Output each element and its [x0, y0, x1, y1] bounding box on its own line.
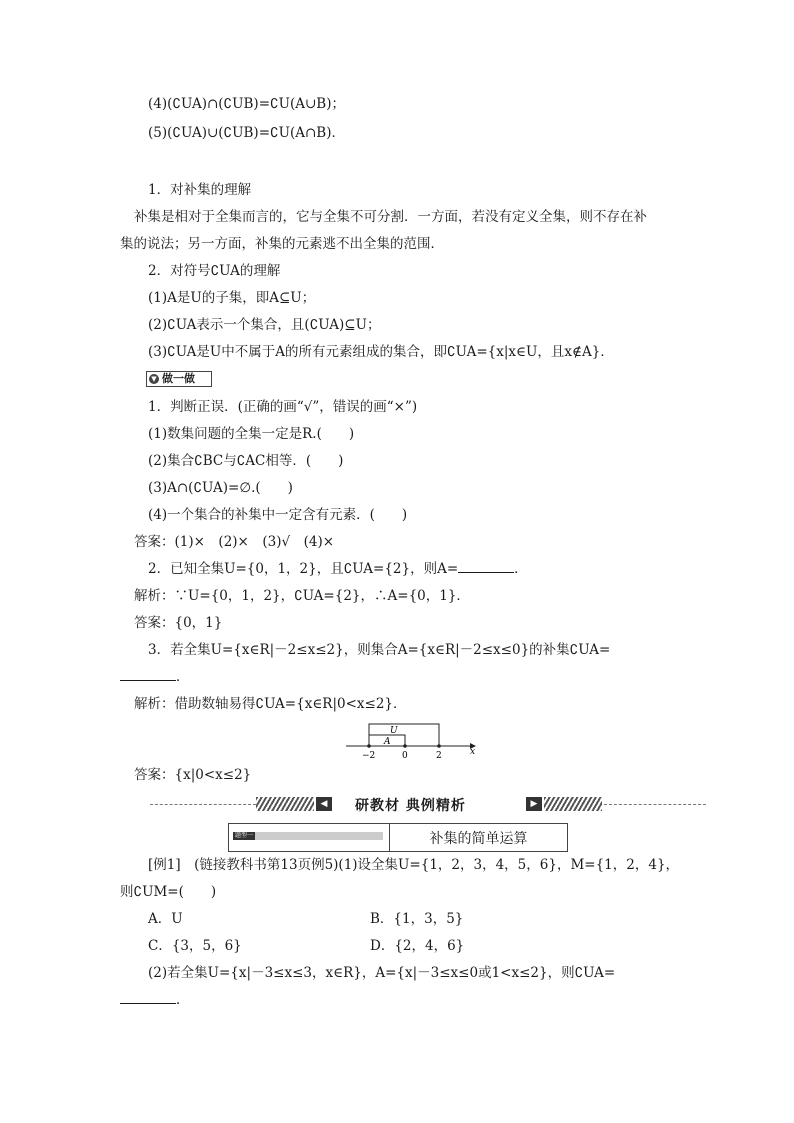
list-item: (3)∁UA是U中不属于A的所有元素组成的集合，即∁UA={x|x∈U，且x∉A}． — [148, 344, 614, 360]
answer-1: 答案：(1)× (2)× (3)√ (4)× — [134, 534, 335, 550]
right-arrow-icon: ▶ — [526, 797, 542, 811]
sub-question: (1)数集问题的全集一定是R.( ) — [148, 426, 355, 442]
divider — [604, 804, 706, 805]
label-A: A — [384, 737, 391, 747]
paragraph-line: 补集是相对于全集而言的，它与全集不可分割．一方面，若没有定义全集，则不存在补 — [134, 209, 647, 225]
answer-blank — [458, 560, 514, 573]
option-c: C．{3，5，6} — [148, 938, 242, 954]
topic-title: 补集的简单运算 — [429, 831, 528, 847]
option-a: A．U — [148, 911, 183, 927]
question-3-blank-line: ． — [120, 668, 190, 686]
section-banner — [150, 796, 706, 812]
identity-5: (5)(∁UA)∪(∁UB)=∁U(A∩B)． — [148, 125, 345, 141]
example-1-blank-line: ． — [120, 991, 190, 1009]
solution-3: 解析：借助数轴易得∁UA={x∈R|0<x≤2}． — [134, 696, 407, 712]
question-2: 2．已知全集U={0，1，2}，且∁UA={2}，则A= ． — [148, 561, 528, 577]
sub-question: (3)A∩(∁UA)=∅.( ) — [148, 480, 293, 496]
point-2 — [437, 744, 441, 748]
tick-label: 0 — [402, 751, 408, 761]
answer-blank — [120, 668, 176, 681]
point-neg2 — [367, 744, 371, 748]
divider — [150, 804, 256, 805]
topic-tag: 题型一 — [233, 832, 383, 840]
sub-question: (2)集合∁BC与∁AC相等．( ) — [148, 453, 344, 469]
answer-3: 答案：{x|0<x≤2} — [134, 767, 252, 783]
paragraph-line: 集的说法；另一方面，补集的元素逃不出全集的范围． — [120, 236, 444, 252]
point-0 — [403, 744, 407, 748]
down-arrow-icon: ▼ — [149, 374, 159, 384]
solution-2: 解析：∵U={0，1，2}，∁UA={2}，∴A={0，1}． — [134, 588, 470, 604]
tick-label: −2 — [362, 751, 376, 761]
option-b: B．{1，3，5} — [370, 911, 464, 927]
axis-label: x — [470, 747, 476, 757]
left-arrow-icon: ◀ — [316, 797, 332, 811]
decor-stripe — [256, 797, 314, 811]
answer-2: 答案：{0，1} — [134, 615, 223, 631]
example-1-line: 则∁UM=( ) — [120, 884, 217, 900]
option-d: D．{2，4，6} — [370, 938, 465, 954]
heading-symbol-understanding: 2．对符号∁UA的理解 — [148, 263, 281, 279]
section-title: 研教材 典例精析 — [355, 798, 466, 814]
decor-stripe — [544, 797, 602, 811]
list-item: (1)A是U的子集，即A⊆U； — [148, 290, 316, 306]
sub-question: (4)一个集合的补集中一定含有元素．( ) — [148, 507, 408, 523]
list-item: (2)∁UA表示一个集合，且(∁UA)⊆U； — [148, 317, 381, 333]
example-1-line: [例1] (链接教科书第13页例5)(1)设全集U={1，2，3，4，5，6}，M={1，2，4}， — [148, 857, 680, 873]
example-1-part-2: (2)若全集U={x|－3≤x≤3，x∈R}，A={x|－3≤x≤0或1<x≤2}，则∁UA= — [148, 965, 616, 981]
heading-complement-understanding: 1．对补集的理解 — [148, 182, 252, 198]
question-3: 3．若全集U={x∈R|－2≤x≤2}，则集合A={x∈R|－2≤x≤0}的补集∁UA= — [148, 642, 611, 658]
question-1: 1．判断正误．(正确的画“√”，错误的画“×”) — [148, 399, 418, 415]
topic-header — [228, 823, 568, 852]
answer-blank — [120, 991, 176, 1004]
tick-label: 2 — [436, 751, 442, 761]
number-line-diagram — [342, 718, 482, 764]
practice-badge: ▼ 做一做 — [146, 371, 212, 387]
identity-4: (4)(∁UA)∩(∁UB)=∁U(A∪B)； — [148, 96, 345, 112]
label-U: U — [390, 726, 398, 736]
